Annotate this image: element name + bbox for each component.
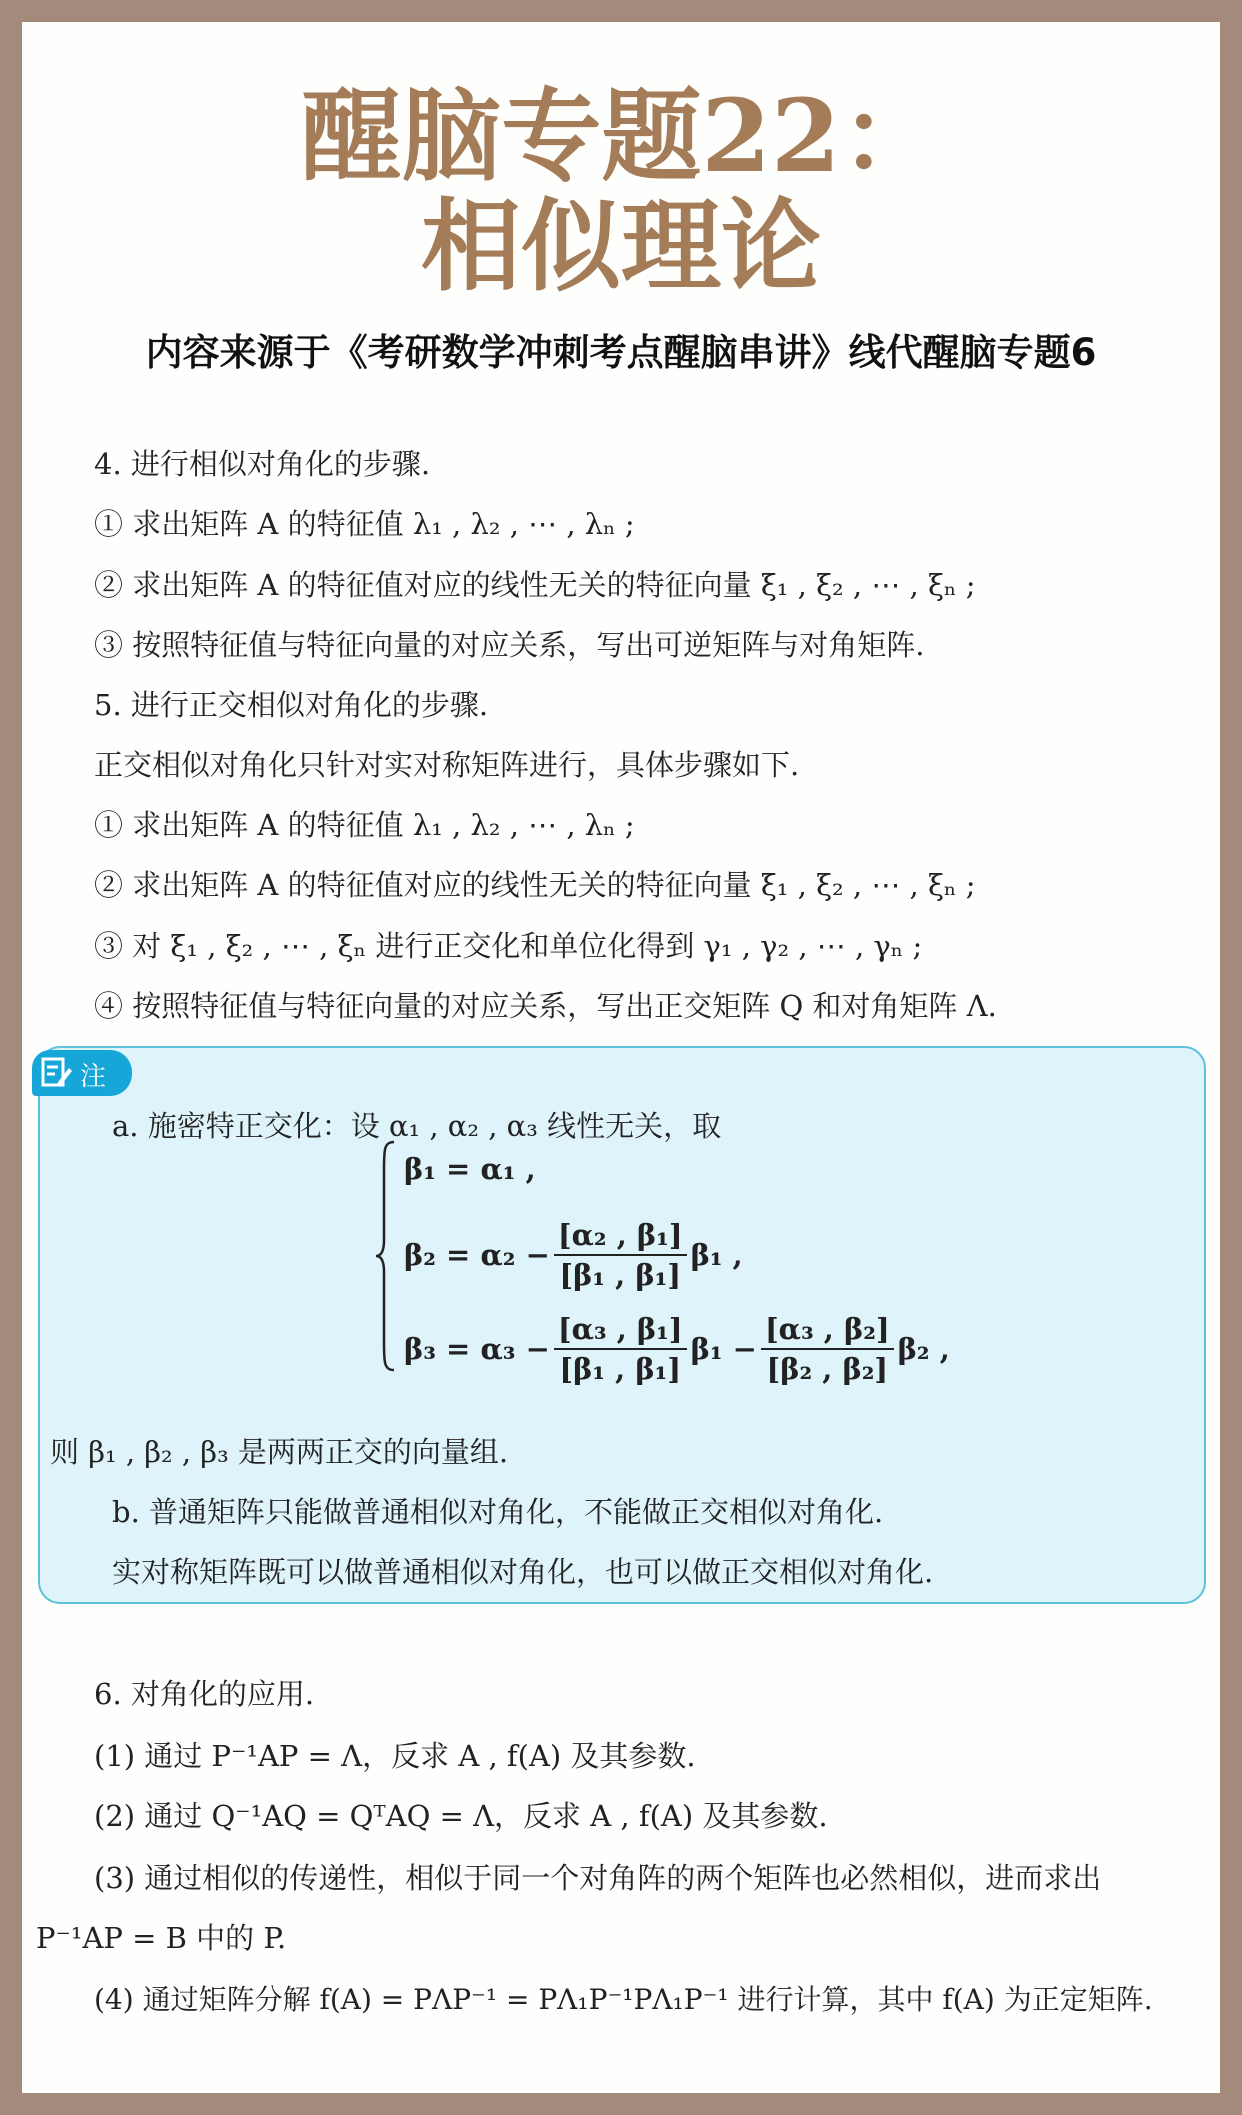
eq-beta2-lhs: β₂ = α₂ −: [404, 1238, 550, 1272]
subtitle: 内容来源于《考研数学冲刺考点醒脑串讲》线代醒脑专题6: [145, 331, 1097, 374]
eq-beta2-numerator: [α₂ , β₁]: [554, 1218, 687, 1256]
eq-beta3-mid: β₁ −: [690, 1332, 757, 1366]
eq-beta3-numerator-1: [α₃ , β₁]: [554, 1312, 687, 1350]
section6-item3-line1: (3) 通过相似的传递性，相似于同一个对角阵的两个矩阵也必然相似，进而求出: [94, 1861, 1102, 1895]
section5-step2: ② 求出矩阵 A 的特征值对应的线性无关的特征向量 ξ₁ , ξ₂ , ⋯ , ξₙ ;: [94, 868, 976, 902]
note-a-line: a. 施密特正交化：设 α₁ , α₂ , α₃ 线性无关，取: [112, 1109, 722, 1143]
page: [22, 22, 1220, 2093]
title-line-1: 醒脑专题22：: [301, 77, 941, 195]
eq-beta3-tail: β₂ ,: [897, 1332, 950, 1366]
section5-step4: ④ 按照特征值与特征向量的对应关系，写出正交矩阵 Q 和对角矩阵 Λ.: [94, 989, 997, 1023]
eq-beta3-numerator-2: [α₃ , β₂]: [761, 1312, 894, 1350]
eq-beta2-tail: β₁ ,: [690, 1238, 743, 1272]
eq-beta2-denominator: [β₁ , β₁]: [559, 1258, 682, 1292]
note-conclusion: 则 β₁ , β₂ , β₃ 是两两正交的向量组.: [50, 1435, 509, 1469]
eq-beta3-lhs: β₃ = α₃ −: [404, 1332, 550, 1366]
section4-step1: ① 求出矩阵 A 的特征值 λ₁ , λ₂ , ⋯ , λₙ ;: [94, 507, 635, 541]
note-b-line2: 实对称矩阵既可以做普通相似对角化，也可以做正交相似对角化.: [112, 1555, 934, 1589]
note-b-line1: b. 普通矩阵只能做普通相似对角化，不能做正交相似对角化.: [112, 1495, 884, 1529]
eq-beta3-fraction-1: [554, 1312, 687, 1386]
note-tab-label: 注: [80, 1062, 107, 1092]
section6-item3-line2: P⁻¹AP = B 中的 P.: [36, 1921, 287, 1955]
eq-beta3-denominator-2: [β₂ , β₂]: [766, 1352, 889, 1386]
eq-beta1: β₁ = α₁ ,: [404, 1152, 536, 1186]
eq-beta3-denominator-1: [β₁ , β₁]: [559, 1352, 682, 1386]
section4-step3: ③ 按照特征值与特征向量的对应关系，写出可逆矩阵与对角矩阵.: [94, 628, 925, 662]
section6-item1: (1) 通过 P⁻¹AP = Λ，反求 A , f(A) 及其参数.: [94, 1739, 696, 1773]
eq-beta2: [404, 1218, 743, 1292]
section5-heading: 5. 进行正交相似对角化的步骤.: [94, 688, 489, 722]
section4-heading: 4. 进行相似对角化的步骤.: [94, 447, 431, 481]
section6-item4: (4) 通过矩阵分解 f(A) = PΛP⁻¹ = PΛ₁P⁻¹PΛ₁P⁻¹ 进行计算，其中 f(A) 为正定矩阵.: [94, 1983, 1153, 2016]
section6-heading: 6. 对角化的应用.: [94, 1677, 315, 1711]
title-line-2: 相似理论: [421, 187, 821, 305]
section4-step2: ② 求出矩阵 A 的特征值对应的线性无关的特征向量 ξ₁ , ξ₂ , ⋯ , ξₙ ;: [94, 568, 976, 602]
eq-beta3-fraction-2: [761, 1312, 894, 1386]
edit-note-icon: [40, 1056, 74, 1090]
section5-intro: 正交相似对角化只针对实对称矩阵进行，具体步骤如下.: [94, 748, 800, 782]
section6-item2: (2) 通过 Q⁻¹AQ = QᵀAQ = Λ，反求 A , f(A) 及其参数.: [94, 1799, 828, 1833]
eq-beta2-fraction: [554, 1218, 687, 1292]
note-tab: [32, 1050, 132, 1096]
section5-step1: ① 求出矩阵 A 的特征值 λ₁ , λ₂ , ⋯ , λₙ ;: [94, 808, 635, 842]
eq-beta3: [404, 1312, 950, 1386]
section5-step3: ③ 对 ξ₁ , ξ₂ , ⋯ , ξₙ 进行正交化和单位化得到 γ₁ , γ₂ , ⋯ , γₙ ;: [94, 929, 923, 963]
left-brace-icon: [374, 1140, 396, 1372]
